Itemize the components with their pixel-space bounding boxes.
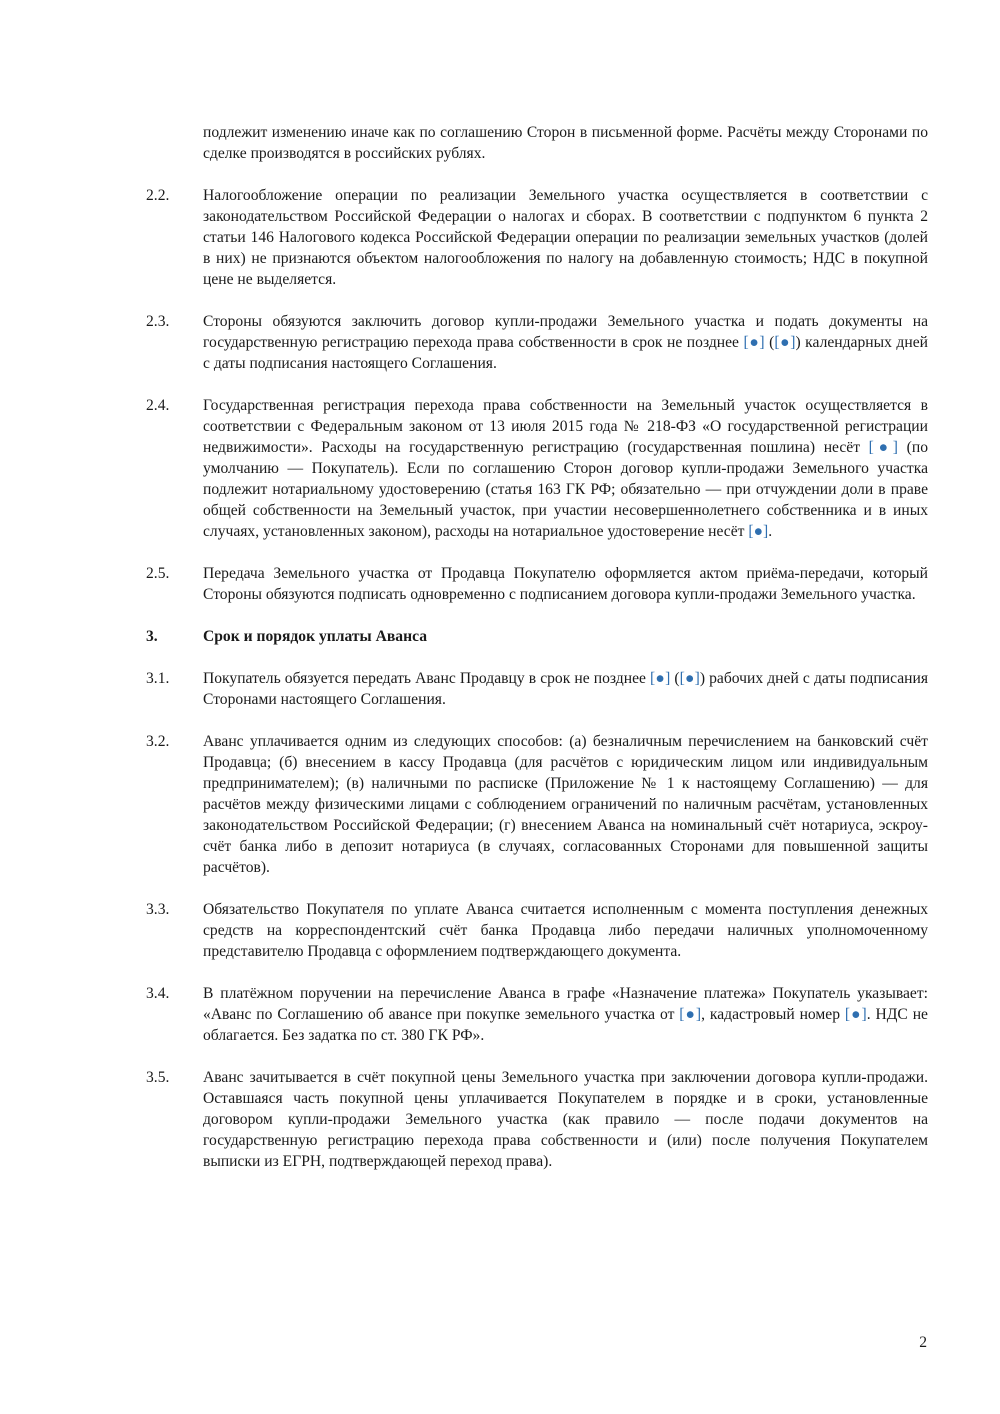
clause-number: 2.5. — [146, 565, 170, 582]
clause-text — [203, 311, 928, 374]
clause-number: 3. — [146, 628, 158, 645]
clause-number: 3.2. — [146, 733, 170, 750]
clause-number: 2.2. — [146, 187, 170, 204]
clause-text — [203, 983, 928, 1046]
clause-paragraph — [146, 1067, 928, 1172]
clause-number: 3.4. — [146, 985, 170, 1002]
clause-text — [203, 563, 928, 605]
placeholder-marker: [●] — [679, 670, 700, 687]
clause-number: 3.3. — [146, 901, 170, 918]
text-segment: ( — [764, 334, 775, 351]
text-segment: Срок и порядок уплаты Аванса — [203, 628, 427, 645]
clause-number: 3.1. — [146, 670, 170, 687]
clause-text — [203, 731, 928, 878]
text-segment: Обязательство Покупателя по уплате Аванса считается исполненным с момента поступления денежных средств на корреспондентский счёт банка Продавца либо передачи наличных уполномоченному представителю Продавца с оформлением подтверждающего документа. — [203, 901, 928, 960]
text-segment: В платёжном поручении на перечисление Аванса в графе «Назначение платежа» Покупатель указывает: «Аванс по Соглашению об авансе при покупке земельного участка от — [203, 985, 928, 1023]
clause-paragraph — [146, 185, 928, 290]
clause-text — [203, 1067, 928, 1172]
clause-text — [203, 899, 928, 962]
text-segment: ( — [670, 670, 680, 687]
text-segment: Передача Земельного участка от Продавца Покупателю оформляется актом приёма-передачи, который Стороны обязуются подписать одновременно с подписанием договора купли-продажи Земельного участка. — [203, 565, 928, 603]
placeholder-marker: [●] — [679, 1006, 702, 1023]
text-segment: Аванс зачитывается в счёт покупной цены Земельного участка при заключении договора купли-продажи. Оставшаяся часть покупной цены уплачивается Покупателем в порядке и в сроки, установленные договором купли-продажи Земельного участка (как правило — после подачи документов на государственную регистрацию перехода права собственности и (или) после получения Покупателем выписки из ЕГРН, подтверждающей переход права). — [203, 1069, 928, 1170]
text-segment: ) рабочих дней с даты подписания Сторонами настоящего Соглашения. — [203, 670, 929, 708]
placeholder-marker: [●] — [650, 670, 671, 687]
text-segment: Государственная регистрация перехода права собственности на Земельный участок осуществляется в соответствии с Федеральным законом от 13 июля 2015 года № 218-ФЗ «О государственной регистрации недвижимости». Расходы на государственную регистрацию (государственная пошлина) несёт — [203, 397, 928, 456]
placeholder-marker: [●] — [868, 439, 898, 456]
text-segment: , кадастровый номер — [701, 1006, 845, 1023]
continuation-paragraph — [146, 122, 928, 164]
text-segment: ) календарных дней с даты подписания настоящего Соглашения. — [203, 334, 928, 372]
placeholder-marker: [●] — [774, 334, 796, 351]
text-segment: Покупатель обязуется передать Аванс Продавцу в срок не позднее — [203, 670, 651, 687]
text-segment: Стороны обязуются заключить договор купли-продажи Земельного участка и подать документы на государственную регистрацию перехода права собственности в срок не позднее — [203, 313, 928, 351]
clause-paragraph — [146, 311, 928, 374]
clause-text — [203, 185, 928, 290]
clause-paragraph — [146, 668, 928, 710]
clause-paragraph — [146, 395, 928, 542]
clause-paragraph — [146, 899, 928, 962]
clause-paragraph — [146, 731, 928, 878]
placeholder-marker: [●] — [743, 334, 765, 351]
section-heading — [146, 626, 928, 647]
text-segment: Налогообложение операции по реализации Земельного участка осуществляется в соответствии с законодательством Российской Федерации о налогах и сборах. В соответствии с подпунктом 6 пункта 2 статьи 146 Налогового кодекса Российской Федерации операции по реализации земельных участков (долей в них) не признаются объектом налогообложения по налогу на добавленную стоимость; НДС в покупной цене не выделяется. — [203, 187, 928, 288]
clause-number: 2.4. — [146, 397, 170, 414]
clause-paragraph — [146, 983, 928, 1046]
text-segment: Аванс уплачивается одним из следующих способов: (а) безналичным перечислением на банковский счёт Продавца; (б) внесением в кассу Продавца (для расчётов с юридическим лицом или индивидуальным предпринимателем); (в) наличными по расписке (Приложение № 1 к настоящему Соглашению) — для расчётов между физическими лицами с соблюдением ограничений по наличным расчётам, установленных законодательством Российской Федерации; (г) внесением Аванса на номинальный счёт нотариуса, эскроу-счёт банка либо в депозит нотариуса (в случаях, согласованных Сторонами для повышенной защиты расчётов). — [203, 733, 928, 876]
document-body — [146, 122, 928, 1172]
clause-paragraph — [146, 563, 928, 605]
clause-number: 3.5. — [146, 1069, 170, 1086]
placeholder-marker: [●] — [844, 1006, 867, 1023]
section-heading-text — [203, 626, 928, 647]
clause-text — [203, 668, 928, 710]
clause-text — [203, 395, 928, 542]
text-segment: (по умолчанию — Покупатель). Если по соглашению Сторон договор купли-продажи Земельного участка подлежит нотариальному удостоверению (статья 163 ГК РФ; обязательно — при отчуждении доли в праве общей собственности на Земельный участок, при участии несовершеннолетнего собственника и в иных случаях, установленных законом), расходы на нотариальное удостоверение несёт — [203, 439, 928, 540]
continuation-text: подлежит изменению иначе как по соглашению Сторон в письменной форме. Расчёты между Сторонами по сделке производятся в российских рублях. — [203, 124, 928, 162]
text-segment: . — [768, 523, 773, 540]
placeholder-marker: [●] — [748, 523, 769, 540]
clause-list — [146, 185, 928, 1172]
clause-number: 2.3. — [146, 313, 170, 330]
text-segment: . НДС не облагается. Без задатка по ст. 380 ГК РФ». — [203, 1006, 928, 1044]
page-number: 2 — [919, 1334, 927, 1351]
